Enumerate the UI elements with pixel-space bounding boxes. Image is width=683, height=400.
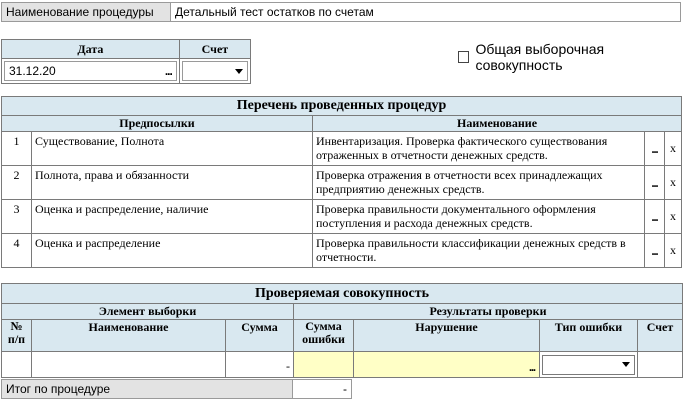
date-picker-button[interactable]: ... <box>164 64 172 78</box>
sum-header: Сумма <box>226 320 294 352</box>
row-number: 4 <box>2 234 32 268</box>
sample-element-header: Элемент выборки <box>2 304 294 320</box>
violation-header: Нарушение <box>354 320 540 352</box>
date-input[interactable] <box>4 61 177 81</box>
premises-header: Предпосылки <box>2 116 313 132</box>
sum-value: - <box>226 352 294 378</box>
check-results-header: Результаты проверки <box>294 304 683 320</box>
checkbox-box[interactable] <box>458 51 469 63</box>
delete-row-button[interactable]: x <box>665 200 682 234</box>
row-number: 3 <box>2 200 32 234</box>
procedure-name-header: Наименование <box>313 116 682 132</box>
row-number: 1 <box>2 132 32 166</box>
delete-row-button[interactable]: x <box>665 234 682 268</box>
date-account-table <box>1 39 251 84</box>
row-premise: Оценка и распределение <box>32 234 313 268</box>
item-name-header: Наименование <box>32 320 226 352</box>
date-cell <box>2 59 180 84</box>
select-procedure-button[interactable]: ... <box>645 234 665 268</box>
delete-row-button[interactable]: x <box>665 166 682 200</box>
row-premise: Полнота, права и обязанности <box>32 166 313 200</box>
row-number: 2 <box>2 166 32 200</box>
procedure-name-value: Детальный тест остатков по счетам <box>175 5 374 19</box>
violation-input[interactable] <box>354 352 540 378</box>
total-value: - <box>293 379 352 399</box>
population-table <box>1 283 683 378</box>
procedures-table <box>1 96 682 268</box>
table-row <box>2 352 683 378</box>
general-sample-label: Общая выборочная совокупность <box>475 41 605 73</box>
row-procedure-name: Проверка отражения в отчетности всех принадлежащих предприятию денежных средств. <box>313 166 645 200</box>
date-header: Дата <box>2 40 180 59</box>
account-cell <box>179 59 250 84</box>
select-procedure-button[interactable]: ... <box>645 166 665 200</box>
row-procedure-name: Проверка правильности документального оформления поступления и расхода денежных средств. <box>313 200 645 234</box>
error-sum-input[interactable] <box>294 352 354 378</box>
row-procedure-name: Проверка правильности классификации денежных средств в отчетности. <box>313 234 645 268</box>
row-premise: Оценка и распределение, наличие <box>32 200 313 234</box>
procedures-title: Перечень проведенных процедур <box>2 97 682 116</box>
select-procedure-button[interactable]: ... <box>645 132 665 166</box>
row-number-input[interactable] <box>2 352 32 378</box>
error-type-select[interactable] <box>542 355 635 375</box>
delete-row-button[interactable]: x <box>665 132 682 166</box>
account-header: Счет <box>179 40 250 59</box>
error-type-cell <box>540 352 638 378</box>
row-premise: Существование, Полнота <box>32 132 313 166</box>
error-sum-header: Сумма ошибки <box>294 320 354 352</box>
procedure-name-row <box>1 2 681 22</box>
chevron-down-icon[interactable] <box>235 69 243 74</box>
date-value: 31.12.20 <box>9 64 56 78</box>
select-procedure-button[interactable]: ... <box>645 200 665 234</box>
row-procedure-name: Инвентаризация. Проверка фактического существования отраженных в отчетности денежных средств. <box>313 132 645 166</box>
error-type-header: Тип ошибки <box>540 320 638 352</box>
account-col-header: Счет <box>638 320 683 352</box>
chevron-down-icon[interactable] <box>622 362 630 367</box>
general-sample-checkbox[interactable] <box>458 41 683 73</box>
number-header: № п/п <box>2 320 32 352</box>
violation-select-button[interactable]: ... <box>529 360 535 374</box>
item-name-input[interactable] <box>32 352 226 378</box>
table-row <box>2 234 682 268</box>
procedure-name-label: Наименование процедуры <box>2 3 171 21</box>
total-row <box>1 379 352 399</box>
population-title: Проверяемая совокупность <box>2 284 683 304</box>
account-input[interactable] <box>638 352 683 378</box>
total-label: Итог по процедуре <box>1 379 293 399</box>
account-select[interactable] <box>182 61 248 81</box>
table-row <box>2 200 682 234</box>
table-row <box>2 132 682 166</box>
table-row <box>2 166 682 200</box>
